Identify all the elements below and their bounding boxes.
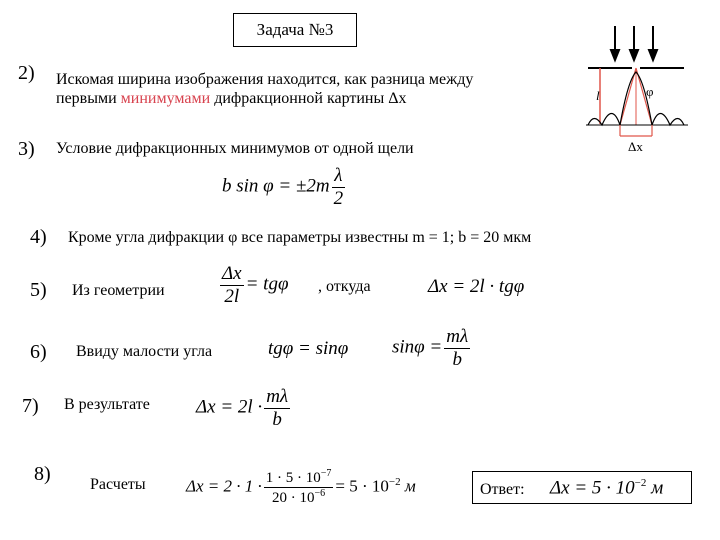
step-4-text: Кроме угла дифракции φ все параметры известны m = 1; b = 20 мкм — [68, 229, 532, 246]
formula-small-angle: tgφ = sinφ — [268, 338, 349, 359]
formula-geometry: $\frac{\Delta x}{2l}$ = tgφ — [222, 263, 289, 307]
step-7-text: В результате — [64, 396, 150, 413]
step-2-number: 2) — [18, 62, 35, 84]
step-5-text: Из геометрии — [72, 282, 165, 299]
step-3-number: 3) — [18, 138, 35, 160]
incident-arrowhead-2 — [630, 50, 638, 60]
highlight-minima: минимумами — [120, 90, 211, 107]
step-6-number: 6) — [30, 341, 47, 363]
step-3-text: Условие дифракционных минимумов от одной щели — [56, 140, 414, 157]
formula-min-condition: b sin φ = ±2m $\frac{\lambda}{2}$ — [222, 165, 344, 209]
step-8-text: Расчеты — [90, 476, 146, 493]
step-2-line2: первыми минимумами дифракционной картины Δx — [56, 90, 407, 107]
formula-calculation: Δx = 2 · 1 · $\frac{1 \cdot 5 \cdot 10^{-7}}{20 \cdot 10^{-6}}$ = $5 \cdot 10^{-2}$ м — [186, 468, 416, 507]
label-dx: Δx — [628, 139, 643, 154]
diffracted-ray-left — [620, 68, 636, 125]
step-4-number: 4) — [30, 226, 47, 248]
step-5-connector: , откуда — [318, 278, 371, 295]
step-6-text: Ввиду малости угла — [76, 343, 213, 360]
diffraction-diagram — [580, 20, 710, 155]
formula-dx-tg: Δx = 2l · tgφ — [428, 276, 525, 297]
answer-label: Ответ: — [480, 481, 525, 498]
answer-value: $\Delta x = 5 \cdot 10^{-2}$ м — [550, 477, 664, 499]
formula-sin-phi: sinφ = $\frac{m\lambda}{b}$ — [392, 326, 469, 370]
step-2-line1: Искомая ширина изображения находится, как разница между — [56, 71, 474, 88]
incident-arrowhead-3 — [649, 50, 657, 60]
label-l: l — [596, 88, 600, 103]
task-title: Задача №3 — [233, 13, 357, 47]
step-7-number: 7) — [22, 395, 39, 417]
step-5-number: 5) — [30, 279, 47, 301]
incident-arrowhead-1 — [611, 50, 619, 60]
label-phi: φ — [646, 84, 654, 99]
formula-result: Δx = 2l · $\frac{m\lambda}{b}$ — [196, 386, 289, 430]
step-8-number: 8) — [34, 463, 51, 485]
